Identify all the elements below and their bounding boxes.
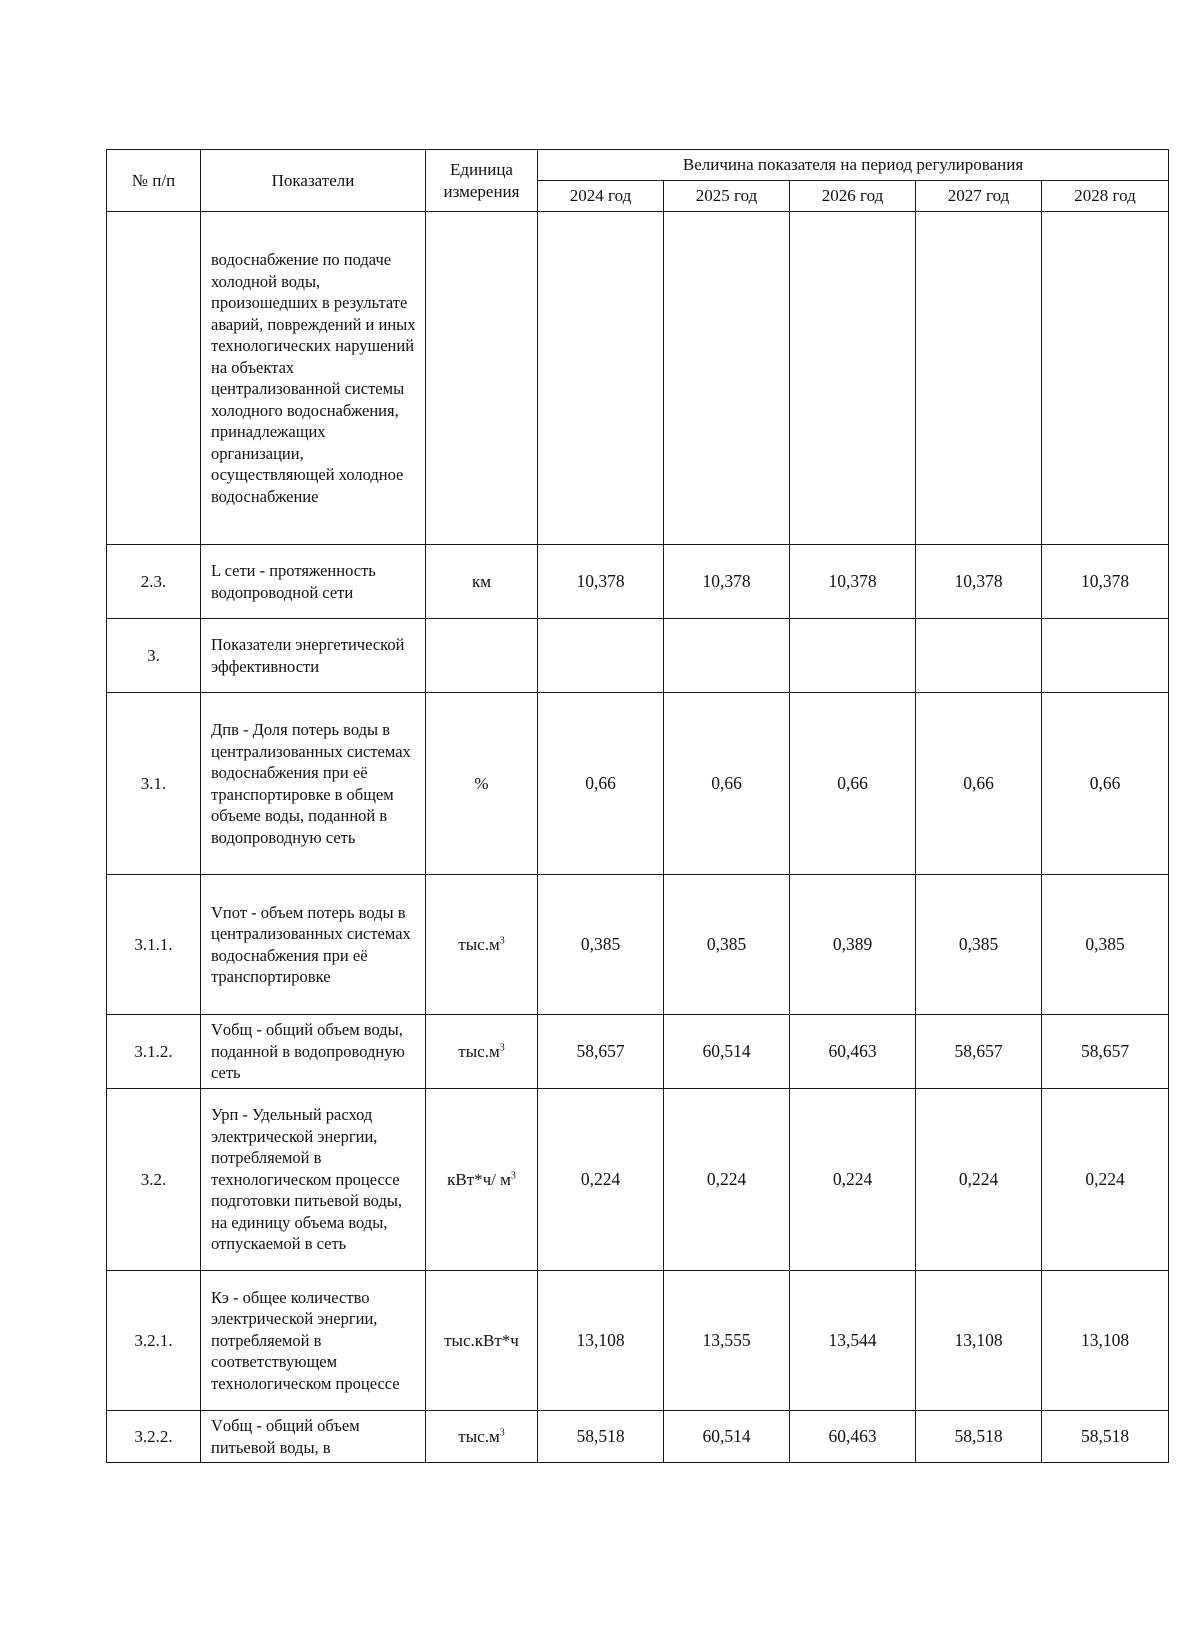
unit-text: км	[471, 571, 492, 591]
row-unit	[426, 693, 538, 875]
unit-text: тыс.м	[458, 1041, 500, 1061]
table-body	[107, 212, 1169, 1463]
header-period: Величина показателя на период регулирования	[538, 150, 1169, 181]
value-2024: 58,518	[538, 1411, 664, 1463]
header-year-2025: 2025 год	[664, 181, 790, 212]
header-unit	[426, 150, 538, 212]
value-2026: 60,463	[790, 1015, 916, 1089]
value-2024: 0,224	[538, 1089, 664, 1271]
table-row	[107, 1015, 1169, 1089]
row-indicator: Vобщ - общий объем питьевой воды, в	[201, 1411, 426, 1463]
value-2027: 58,518	[916, 1411, 1042, 1463]
row-num	[107, 212, 201, 545]
value-2024	[538, 212, 664, 545]
value-2026: 13,544	[790, 1271, 916, 1411]
unit-text: кВт*ч/ м	[447, 1169, 511, 1189]
value-2026: 0,224	[790, 1089, 916, 1271]
value-2024	[538, 619, 664, 693]
header-year-2026: 2026 год	[790, 181, 916, 212]
table-row	[107, 619, 1169, 693]
row-num: 3.1.1.	[107, 875, 201, 1015]
value-2024: 10,378	[538, 545, 664, 619]
value-2026: 10,378	[790, 545, 916, 619]
unit-text: тыс.кВт*ч	[444, 1330, 519, 1350]
value-2025: 60,514	[664, 1411, 790, 1463]
row-num: 3.2.2.	[107, 1411, 201, 1463]
value-2024: 13,108	[538, 1271, 664, 1411]
value-2028	[1042, 212, 1169, 545]
value-2025	[664, 619, 790, 693]
header-num: № п/п	[107, 150, 201, 212]
row-unit	[426, 619, 538, 693]
table-row	[107, 693, 1169, 875]
unit-text: %	[474, 773, 489, 793]
value-2028: 0,385	[1042, 875, 1169, 1015]
value-2028: 13,108	[1042, 1271, 1169, 1411]
value-2027: 13,108	[916, 1271, 1042, 1411]
value-2028	[1042, 619, 1169, 693]
value-2025: 0,385	[664, 875, 790, 1015]
table-row	[107, 1089, 1169, 1271]
value-2025: 60,514	[664, 1015, 790, 1089]
value-2025: 10,378	[664, 545, 790, 619]
value-2027: 0,66	[916, 693, 1042, 875]
value-2026: 0,389	[790, 875, 916, 1015]
row-unit	[426, 1271, 538, 1411]
row-num: 3.2.1.	[107, 1271, 201, 1411]
value-2024: 58,657	[538, 1015, 664, 1089]
header-year-2024: 2024 год	[538, 181, 664, 212]
unit-sup: 3	[510, 1170, 516, 1182]
row-indicator: Дпв - Доля потерь воды в централизованных системах водоснабжения при её транспортировке в общем объеме воды, поданной в водопроводную сеть	[201, 693, 426, 875]
row-unit	[426, 1411, 538, 1463]
row-indicator: Урп - Удельный расход электрической энергии, потребляемой в технологическом процессе подготовки питьевой воды, на единицу объема воды, отпускаемой в сеть	[201, 1089, 426, 1271]
value-2028: 0,224	[1042, 1089, 1169, 1271]
table-row	[107, 1411, 1169, 1463]
row-indicator: Кэ - общее количество электрической энергии, потребляемой в соответствующем технологическом процессе	[201, 1271, 426, 1411]
value-2025: 13,555	[664, 1271, 790, 1411]
table-row	[107, 545, 1169, 619]
table-row	[107, 875, 1169, 1015]
value-2027: 10,378	[916, 545, 1042, 619]
unit-text: тыс.м	[458, 934, 500, 954]
row-num: 3.	[107, 619, 201, 693]
header-unit-line1: Единица	[450, 160, 513, 179]
value-2025	[664, 212, 790, 545]
value-2027	[916, 212, 1042, 545]
indicators-table	[106, 149, 1169, 1463]
unit-sup: 3	[499, 935, 505, 947]
row-unit	[426, 1089, 538, 1271]
row-num: 2.3.	[107, 545, 201, 619]
value-2025: 0,66	[664, 693, 790, 875]
value-2027	[916, 619, 1042, 693]
value-2026: 60,463	[790, 1411, 916, 1463]
unit-sup: 3	[499, 1427, 505, 1439]
row-indicator: L сети - протяженность водопроводной сети	[201, 545, 426, 619]
row-indicator: Vобщ - общий объем воды, поданной в водопроводную сеть	[201, 1015, 426, 1089]
value-2028: 58,657	[1042, 1015, 1169, 1089]
row-unit	[426, 875, 538, 1015]
row-num: 3.2.	[107, 1089, 201, 1271]
row-indicator: Vпот - объем потерь воды в централизованных системах водоснабжения при её транспортировке	[201, 875, 426, 1015]
value-2024: 0,66	[538, 693, 664, 875]
header-year-2028: 2028 год	[1042, 181, 1169, 212]
value-2027: 58,657	[916, 1015, 1042, 1089]
value-2027: 0,224	[916, 1089, 1042, 1271]
row-indicator: Показатели энергетической эффективности	[201, 619, 426, 693]
header-unit-line2: измерения	[443, 181, 520, 201]
table-header	[107, 150, 1169, 212]
row-num: 3.1.	[107, 693, 201, 875]
table-row	[107, 1271, 1169, 1411]
value-2025: 0,224	[664, 1089, 790, 1271]
unit-sup: 3	[499, 1042, 505, 1054]
value-2026: 0,66	[790, 693, 916, 875]
value-2027: 0,385	[916, 875, 1042, 1015]
value-2026	[790, 212, 916, 545]
row-num: 3.1.2.	[107, 1015, 201, 1089]
value-2028: 10,378	[1042, 545, 1169, 619]
header-indicator: Показатели	[201, 150, 426, 212]
header-year-2027: 2027 год	[916, 181, 1042, 212]
unit-text: тыс.м	[458, 1426, 500, 1446]
value-2024: 0,385	[538, 875, 664, 1015]
row-unit	[426, 545, 538, 619]
row-indicator: водоснабжение по подаче холодной воды, произошедших в результате аварий, повреждений и иных технологических нарушений на объектах централизованной системы холодного водоснабжения, принадлежащих организации, осуществляющей холодное водоснабжение	[201, 212, 426, 545]
value-2026	[790, 619, 916, 693]
table-row	[107, 212, 1169, 545]
row-unit	[426, 1015, 538, 1089]
value-2028: 58,518	[1042, 1411, 1169, 1463]
row-unit	[426, 212, 538, 545]
value-2028: 0,66	[1042, 693, 1169, 875]
